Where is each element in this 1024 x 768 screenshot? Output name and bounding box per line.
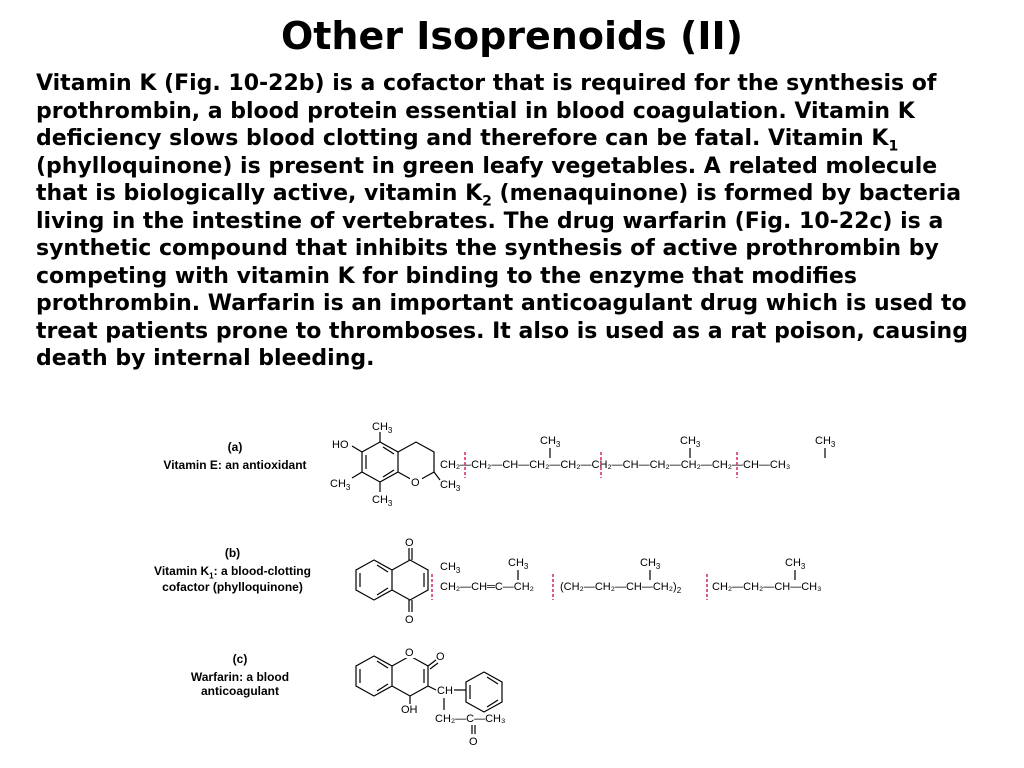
paragraph-part-1: Vitamin K (Fig. 10-22b) is a cofactor that is required for the synthesis of prothrombin, a blood protein essential in blood coagulation. Vitamin K deficiency slows blood clotting and therefore can be fatal. Vitamin K [36, 71, 937, 151]
warfarin-ketone-oxygen: O [469, 736, 478, 748]
figure-a-letter: (a) [227, 440, 243, 454]
warfarin-side-chain: CH₂—C—CH₃ [435, 713, 506, 725]
vitamin-e-methyl-3: $CH_3$ [815, 435, 836, 449]
vitamin-e-side-chain: CH₂—CH₂—CH—CH₂—CH₂—CH₂—CH—CH₂—CH₂—CH₂—CH—CH₃ [440, 459, 791, 471]
figure-b-line1-pre: Vitamin K [154, 564, 210, 578]
figure-b-letter: (b) [224, 546, 241, 560]
vitamin-e-ch3-quaternary: $CH_3$ [440, 479, 461, 493]
figure-c-letter: (c) [232, 652, 248, 666]
vitamin-e-methyl-1: $CH_3$ [540, 435, 561, 449]
figure-b-line2: cofactor (phylloquinone) [162, 580, 303, 595]
warfarin-phenyl-ring [466, 672, 502, 712]
figure-b-line1-post: : a blood-clotting [213, 564, 311, 578]
subscript-2: 2 [482, 193, 492, 210]
vitamin-k1-chain-part-1: CH₂—CH═C—CH₂ [440, 581, 534, 593]
vitamin-e-ch3-bottom: $CH_3$ [372, 494, 393, 508]
figure-c-line2: anticoagulant [200, 684, 279, 698]
subscript-1: 1 [888, 138, 899, 155]
figure-c-line1: Warfarin: a blood [190, 670, 290, 684]
warfarin-carbonyl-oxygen: O [436, 651, 445, 663]
vitamin-k1-benzene-ring [356, 560, 392, 600]
warfarin-hydroxyl: OH [401, 704, 418, 716]
vitamin-k1-structure [356, 537, 822, 626]
vitamin-e-ring-oxygen: O [411, 477, 420, 489]
warfarin-benzene-ring [356, 656, 392, 696]
vitamin-k1-methyl-2: $CH_3$ [640, 557, 661, 571]
figure-b-line1-sub: 1 [209, 571, 214, 581]
warfarin-structure [356, 646, 505, 748]
vitamin-k1-methyl-1: $CH_3$ [508, 557, 529, 571]
vitamin-k1-ketone-bottom: O [405, 614, 414, 626]
vitamin-k1-methyl-3: $CH_3$ [785, 557, 806, 571]
vitamin-e-ch3-top: $CH_3$ [372, 421, 393, 435]
vitamin-e-benzene-ring [362, 442, 398, 482]
vitamin-k1-chain-part-3: CH₂—CH₂—CH—CH₃ [712, 581, 822, 593]
vitamin-e-ho: HO [332, 439, 349, 451]
vitamin-k1-ketone-top: O [405, 537, 414, 549]
vitamin-k1-ring-methyl: $CH_3$ [440, 561, 461, 575]
slide-title: Other Isoprenoids (II) [280, 14, 744, 58]
warfarin-ring-oxygen: O [405, 647, 414, 659]
figure-a-text: Vitamin E: an antioxidant [163, 458, 307, 472]
warfarin-ch: CH [437, 685, 453, 697]
vitamin-e-methyl-2: $CH_3$ [680, 435, 701, 449]
paragraph-part-2: (phylloquinone) is present in green leafy vegetables. A related molecule that is biologically active, vitamin K [36, 153, 938, 206]
vitamin-e-ch3-left: $CH_3$ [330, 478, 351, 492]
vitamin-k1-chain-repeat: $(CH_2—CH_2—CH—CH_2)_2$ [560, 581, 682, 595]
paragraph-part-3: (menaquinone) is formed by bacteria living in the intestine of vertebrates. The drug warfarin (Fig. 10-22c) is a synthetic compound that inhibits the synthesis of active prothrombin by competing with vitamin K for binding to the enzyme that modifies prothrombin. Warfarin is an important anticoagulant drug which is used to treat patients prone to thromboses. It also is used as a rat poison, causing death by internal bleeding. [36, 181, 968, 371]
vitamin-e-structure [330, 421, 836, 508]
